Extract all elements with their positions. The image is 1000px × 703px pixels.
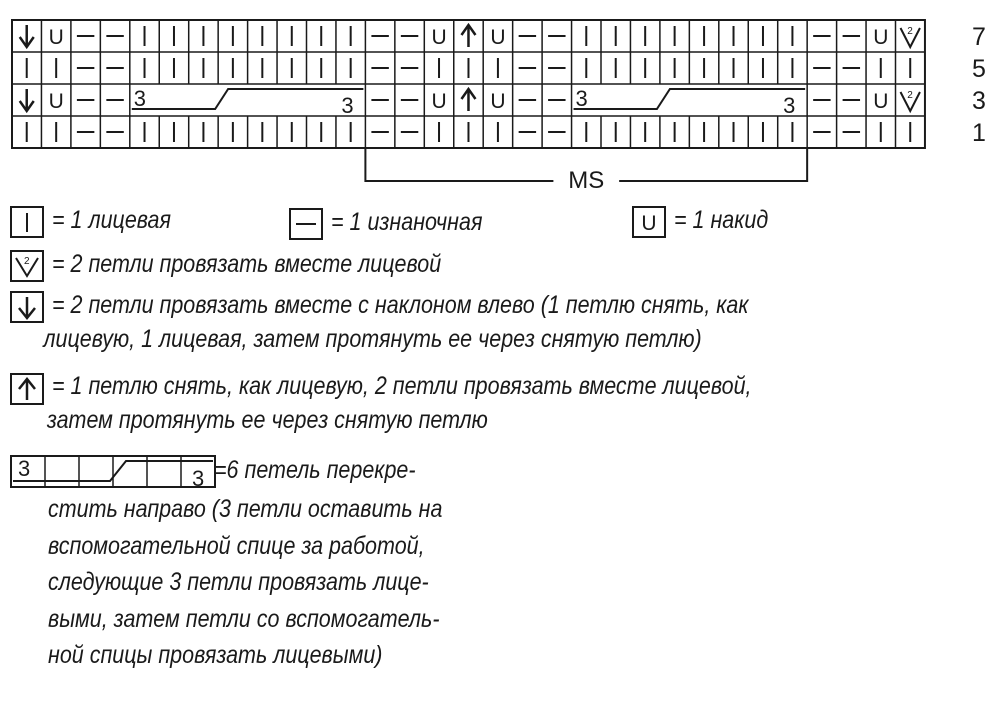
legend-cable-num-right: 3 [192, 466, 205, 491]
row-number: 5 [972, 55, 986, 83]
legend-knit-label: = 1 лицевая [52, 206, 171, 234]
cable-cross-mark [574, 89, 806, 109]
legend-centered-label [46, 369, 752, 437]
legend-ssk-label [43, 288, 749, 356]
legend-yo-glyph: U [641, 212, 657, 235]
legend-cable-line: стить направо (3 петли оставить на [48, 495, 443, 523]
legend-cable-num-left: 3 [18, 456, 31, 481]
legend-cable-line1: =6 петель перекре- [214, 456, 416, 484]
legend-cable-line: выми, затем петли со вспомогатель- [48, 604, 440, 633]
legend-yo-symbol [632, 206, 668, 240]
cable-count-label: 3 [575, 86, 588, 111]
yarn-over-mark: U [431, 90, 447, 113]
cable-count-label: 3 [341, 93, 354, 118]
legend-k2tog-symbol [10, 250, 46, 284]
legend-ssk-line2: лицевую, 1 лицевая, затем протянуть ее через снятую петлю) [43, 325, 702, 353]
yarn-over-mark: U [48, 26, 64, 49]
row-number: 7 [972, 23, 986, 51]
repeat-label: MS [568, 167, 605, 194]
cable-cross-mark [132, 89, 364, 109]
yarn-over-mark: U [490, 26, 506, 49]
legend-ssk-symbol [10, 291, 46, 325]
repeat-bracket [619, 148, 807, 181]
repeat-bracket [365, 148, 553, 181]
legend-ssk-line1: = 2 петли провязать вместе с наклоном влево (1 петлю снять, как [52, 291, 749, 319]
legend-centered-symbol [10, 373, 46, 407]
yarn-over-mark: U [873, 26, 889, 49]
legend-centered-line2: затем протянуть ее через снятую петлю [46, 406, 488, 434]
legend-purl-label: = 1 изнаночная [331, 208, 483, 236]
legend-cable-description [48, 491, 442, 674]
legend-cable-line: следующие 3 петли провязать лице- [48, 568, 429, 596]
yarn-over-mark: U [490, 90, 506, 113]
yarn-over-mark: U [431, 26, 447, 49]
row-number: 3 [972, 87, 986, 115]
legend-cable-line: вспомогательной спице за работой, [48, 531, 425, 560]
row-number: 1 [972, 119, 986, 147]
legend-yo-label: = 1 накид [674, 206, 769, 234]
yarn-over-mark: U [873, 90, 889, 113]
cable-count-label: 3 [133, 86, 147, 111]
yarn-over-mark: U [48, 90, 64, 113]
knitting-chart [0, 0, 1000, 200]
legend-centered-line1: = 1 петлю снять, как лицевую, 2 петли провязать вместе лицевой, [52, 372, 752, 400]
legend-k2tog-label: = 2 петли провязать вместе лицевой [52, 250, 442, 278]
legend-purl-symbol [289, 208, 325, 242]
legend-knit-symbol [10, 206, 46, 240]
legend-cable-symbol [10, 455, 220, 491]
svg-text:2: 2 [24, 256, 30, 267]
k2tog-mark: 2 [907, 26, 913, 37]
k2tog-mark: 2 [907, 90, 913, 101]
cable-count-label: 3 [783, 93, 796, 118]
legend-cable-line: ной спицы провязать лицевыми) [48, 641, 383, 669]
